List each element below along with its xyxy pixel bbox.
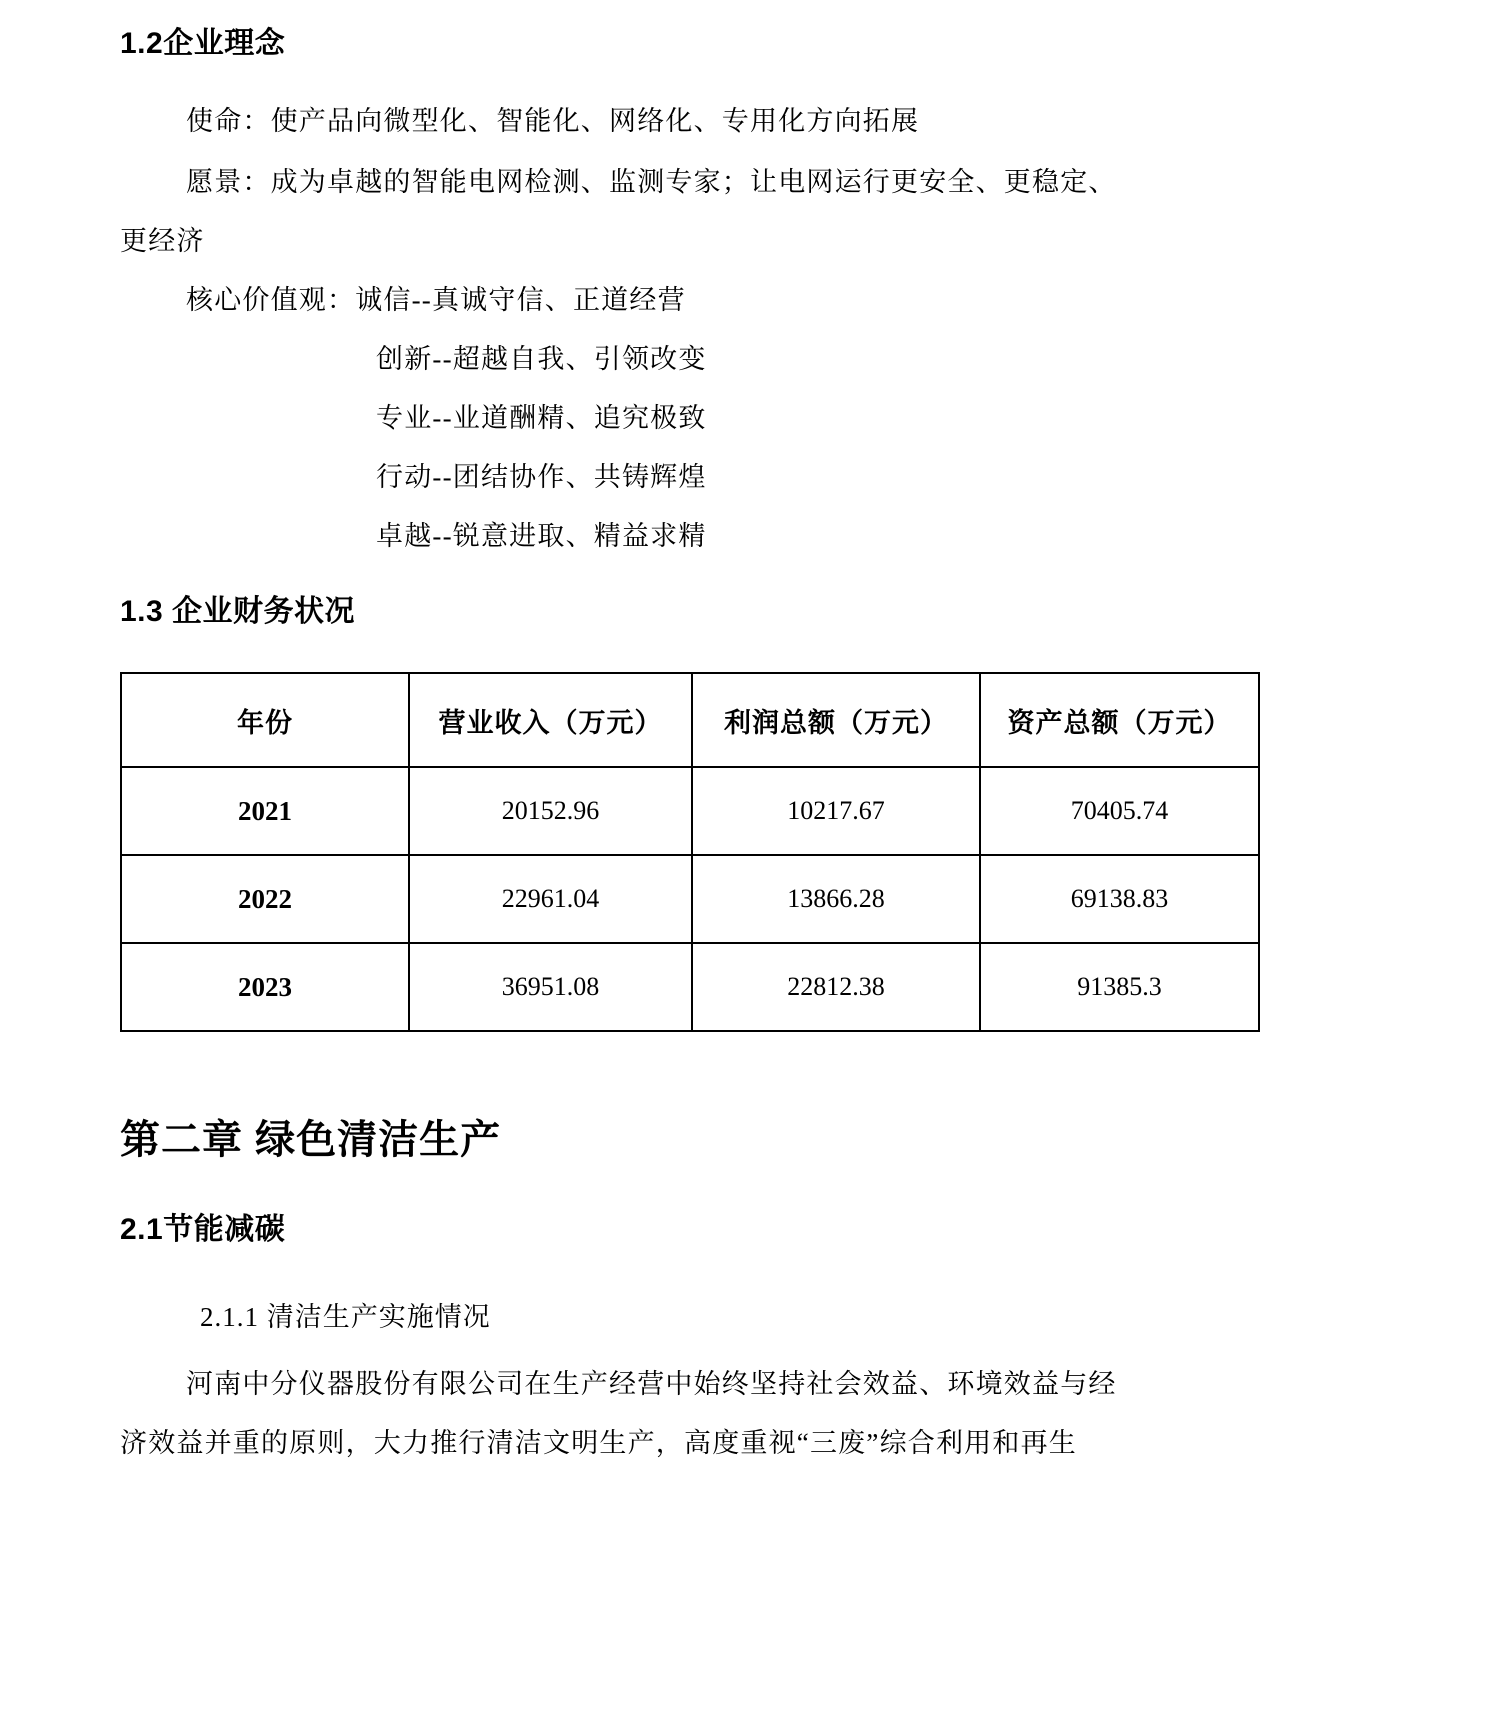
cell-revenue-2022: 22961.04 [409, 855, 692, 943]
financial-table [120, 672, 1260, 1032]
cell-assets-2022: 69138.83 [980, 855, 1259, 943]
cell-profit-2021: 10217.67 [692, 767, 980, 855]
table-row [121, 855, 1259, 943]
gap [120, 1398, 1370, 1430]
table-row [121, 943, 1259, 1031]
cell-assets-2023: 91385.3 [980, 943, 1259, 1031]
gap [120, 373, 1370, 405]
paragraph-values-innovation: 创新--超越自我、引领改变 [376, 344, 707, 374]
chapter-title-2: 第二章 绿色清洁生产 [120, 1118, 502, 1162]
paragraph-vision-line1: 愿景：成为卓越的智能电网检测、监测专家；让电网运行更安全、更稳定、 [186, 167, 1117, 197]
gap-before-2-1 [120, 1166, 1370, 1212]
table-row [121, 767, 1259, 855]
paragraph-values-excellence: 卓越--锐意进取、精益求精 [376, 521, 707, 551]
paragraph-vision-line2: 更经济 [120, 226, 205, 256]
table-header-revenue: 营业收入（万元） [409, 673, 692, 767]
financial-table-wrapper [120, 672, 1370, 1032]
table-header-year: 年份 [121, 673, 409, 767]
gap [120, 255, 1370, 287]
gap-before-2-1-1 [120, 1248, 1370, 1304]
cell-year-2021: 2021 [121, 767, 409, 855]
gap-after-1-2-heading [120, 62, 1370, 108]
cell-profit-2022: 13866.28 [692, 855, 980, 943]
section-heading-1-3: 1.3 企业财务状况 [120, 595, 356, 628]
cell-year-2022: 2022 [121, 855, 409, 943]
table-header-assets: 资产总额（万元） [980, 673, 1259, 767]
section-heading-1-2: 1.2企业理念 [120, 27, 286, 60]
cell-year-2023: 2023 [121, 943, 409, 1031]
paragraph-clean-production-line1: 河南中分仪器股份有限公司在生产经营中始终坚持社会效益、环境效益与经 [186, 1369, 1117, 1399]
paragraph-mission: 使命：使产品向微型化、智能化、网络化、专用化方向拓展 [186, 106, 920, 136]
subsection-heading-2-1-1: 2.1.1 清洁生产实施情况 [200, 1302, 491, 1332]
gap [120, 196, 1370, 228]
gap-before-1-3 [120, 550, 1370, 594]
cell-assets-2021: 70405.74 [980, 767, 1259, 855]
paragraph-values-professional: 专业--业道酬精、追究极致 [376, 403, 707, 433]
gap [120, 314, 1370, 346]
top-spacer [120, 0, 1370, 26]
gap-before-chapter2 [120, 1032, 1370, 1114]
cell-profit-2023: 22812.38 [692, 943, 980, 1031]
gap [120, 432, 1370, 464]
gap [120, 135, 1370, 169]
table-header-profit: 利润总额（万元） [692, 673, 980, 767]
page-content [120, 0, 1370, 1457]
cell-revenue-2023: 36951.08 [409, 943, 692, 1031]
gap-before-body-2-1-1 [120, 1331, 1370, 1371]
gap-before-table [120, 630, 1370, 672]
paragraph-values-integrity: 核心价值观：诚信--真诚守信、正道经营 [186, 285, 686, 315]
section-heading-2-1: 2.1节能减碳 [120, 1213, 286, 1246]
gap [120, 491, 1370, 523]
paragraph-values-action: 行动--团结协作、共铸辉煌 [376, 462, 707, 492]
paragraph-clean-production-line2: 济效益并重的原则，大力推行清洁文明生产，高度重视“三废”综合利用和再生 [120, 1428, 1077, 1458]
cell-revenue-2021: 20152.96 [409, 767, 692, 855]
table-header-row [121, 673, 1259, 767]
